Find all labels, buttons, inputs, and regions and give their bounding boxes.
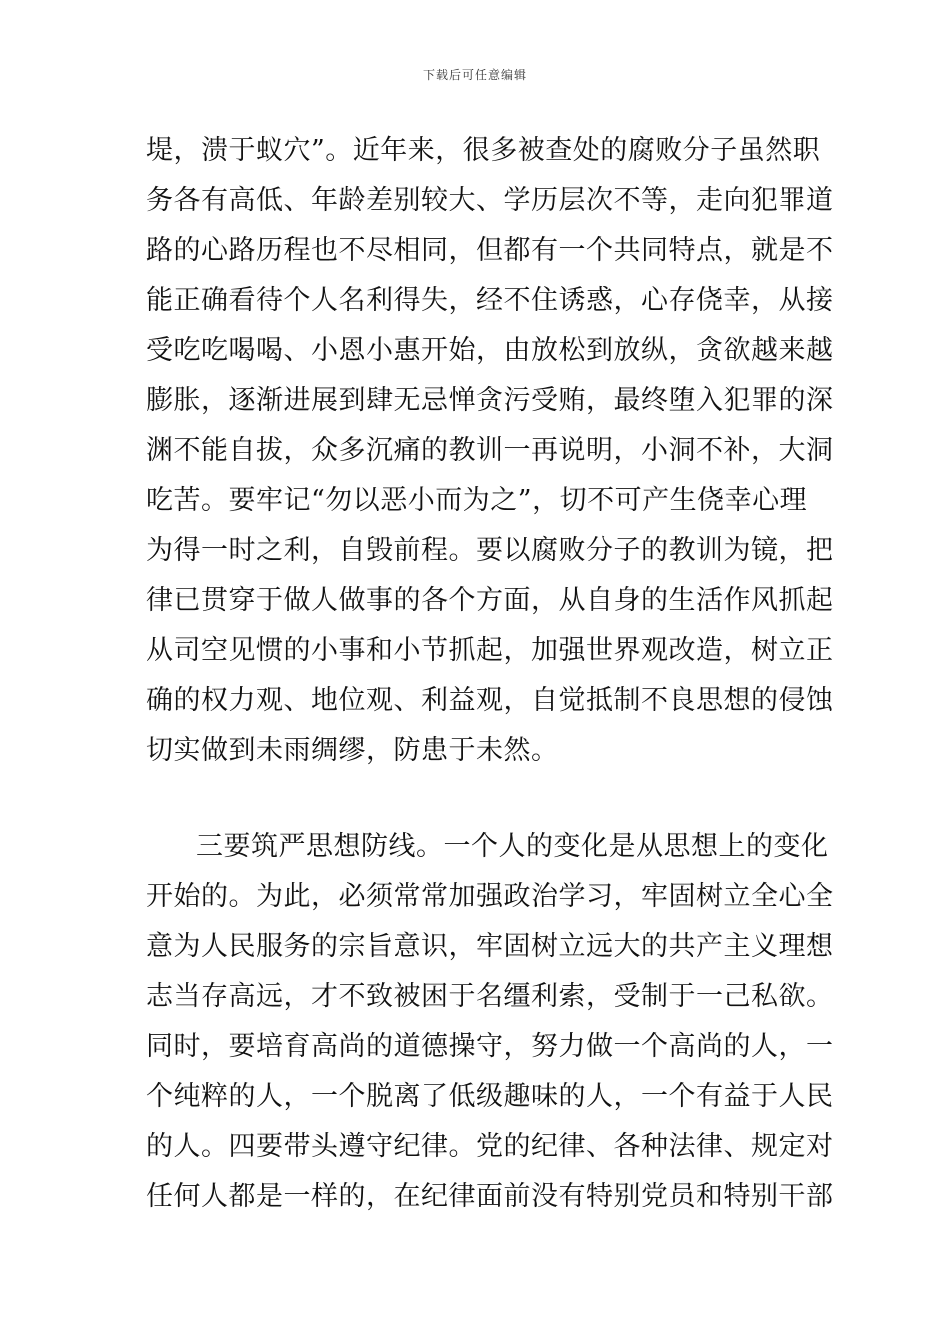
paragraph-line: 为得一时之利，自毁前程。要以腐败分子的教训为镜，把 <box>146 535 834 566</box>
page-header: 下载后可任意编辑 <box>422 68 527 82</box>
paragraph-line: 律已贯穿于做人做事的各个方面，从自身的生活作风抓起 <box>146 585 834 616</box>
paragraph-line: 志当存高远，才不致被困于名缰利索，受制于一己私欲。 <box>146 981 834 1012</box>
paragraph-line: 务各有高低、年龄差别较大、学历层次不等，走向犯罪道 <box>146 185 834 216</box>
paragraph-line: 受吃吃喝喝、小恩小惠开始，由放松到放纵，贪欲越来越 <box>146 335 834 366</box>
paragraph-line: 从司空见惯的小事和小节抓起，加强世界观改造，树立正 <box>146 635 834 666</box>
paragraph-line: 意为人民服务的宗旨意识，牢固树立远大的共产主义理想 <box>146 931 834 962</box>
paragraph-line: 路的心路历程也不尽相同，但都有一个共同特点，就是不 <box>146 235 834 266</box>
paragraph-line: 能正确看待个人名利得失，经不住诱惑，心存侥幸，从接 <box>146 285 834 316</box>
paragraph-line: 渊不能自拔，众多沉痛的教训一再说明，小洞不补，大洞 <box>146 435 834 466</box>
paragraph-line: 同时，要培育高尚的道德操守，努力做一个高尚的人，一 <box>146 1031 834 1062</box>
paragraph-line: 堤，溃于蚁穴”。近年来，很多被查处的腐败分子虽然职 <box>146 135 821 166</box>
paragraph-line: 三要筑严思想防线。一个人的变化是从思想上的变化 <box>196 831 829 862</box>
paragraph-line: 吃苦。要牢记“勿以恶小而为之”，切不可产生侥幸心理 <box>146 485 808 516</box>
paragraph-line: 膨胀，逐渐进展到肆无忌惮贪污受贿，最终堕入犯罪的深 <box>146 385 834 416</box>
paragraph-line: 确的权力观、地位观、利益观，自觉抵制不良思想的侵蚀 <box>146 685 834 716</box>
paragraph-line: 的人。四要带头遵守纪律。党的纪律、各种法律、规定对 <box>146 1131 834 1162</box>
paragraph-line: 个纯粹的人，一个脱离了低级趣味的人，一个有益于人民 <box>146 1081 834 1112</box>
paragraph-line: 任何人都是一样的，在纪律面前没有特别党员和特别干部 <box>146 1181 834 1212</box>
paragraph-line: 开始的。为此，必须常常加强政治学习，牢固树立全心全 <box>146 881 834 912</box>
paragraph-line: 切实做到未雨绸缪，防患于未然。 <box>146 735 559 766</box>
